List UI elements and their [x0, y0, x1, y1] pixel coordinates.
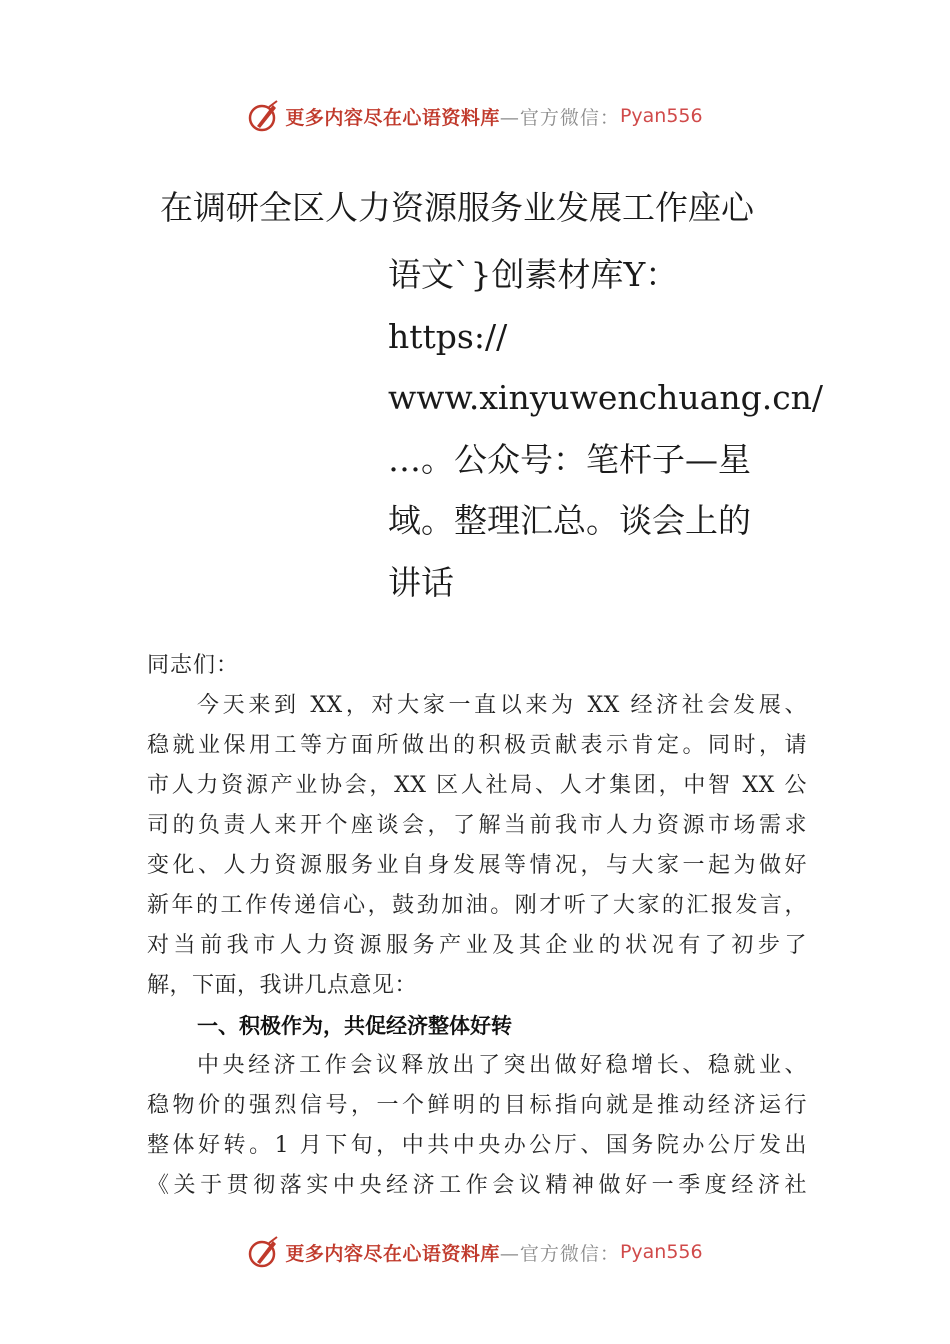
banner-wechat-label: —官方微信：: [499, 1242, 620, 1265]
paragraph-line: 稳物价的强烈信号，一个鲜明的目标指向就是推动经济运行: [147, 1093, 807, 1118]
paragraph-line: 市人力资源产业协会，XX 区人社局、人才集团，中智 XX 公: [147, 773, 807, 798]
paragraph-line: 《关于贯彻落实中央经济工作会议精神做好一季度经济社: [147, 1173, 807, 1198]
footer-banner: [0, 1232, 950, 1272]
section-heading: 一、积极作为，共促经济整体好转: [197, 1014, 512, 1038]
title-cont-line: www.xinyuwenchuang.cn/: [388, 378, 824, 417]
paragraph-line: 中央经济工作会议释放出了突出做好稳增长、稳就业、: [197, 1053, 807, 1078]
paragraph-line: 今天来到 XX，对大家一直以来为 XX 经济社会发展、: [197, 693, 807, 718]
header-banner: [0, 96, 950, 136]
title-cont-line: https://: [388, 316, 508, 356]
paragraph-line: 新年的工作传递信心，鼓劲加油。刚才听了大家的汇报发言，: [147, 893, 807, 918]
quill-pen-logo-icon: [247, 99, 281, 133]
banner-wechat-id: Pyan556: [619, 105, 703, 127]
paragraph-line: 整体好转。1 月下旬，中共中央办公厅、国务院办公厅发出: [147, 1133, 807, 1158]
title-cont-line: …。公众号：笔杆子—星: [388, 439, 751, 479]
banner-brand-text: 更多内容尽在心语资料库: [285, 106, 500, 129]
document-body: [147, 646, 807, 1206]
paragraph-line: 变化、人力资源服务业自身发展等情况，与大家一起为做好: [147, 853, 807, 878]
paragraph-line: 稳就业保用工等方面所做出的积极贡献表示肯定。同时，请: [147, 733, 807, 758]
greeting: 同志们：: [147, 653, 240, 678]
quill-pen-logo-icon: [247, 1235, 281, 1269]
banner-brand-text: 更多内容尽在心语资料库: [285, 1242, 500, 1265]
paragraph-line: 解，下面，我讲几点意见：: [147, 973, 418, 998]
paragraph-line: 司的负责人来开个座谈会，了解当前我市人力资源市场需求: [147, 813, 807, 838]
title-cont-line: 讲话: [388, 562, 454, 602]
banner-wechat-label: —官方微信：: [499, 106, 620, 129]
banner-wechat-id: Pyan556: [619, 1241, 703, 1263]
title-cont-line: 语文`}创素材库Y：: [388, 255, 679, 294]
paragraph-line: 对当前我市人力资源服务产业及其企业的状况有了初步了: [147, 933, 807, 958]
document-title-line1: 在调研全区人力资源服务业发展工作座心: [160, 188, 754, 227]
title-cont-line: 域。整理汇总。谈会上的: [388, 501, 751, 540]
document-title-continuation: [388, 244, 824, 613]
